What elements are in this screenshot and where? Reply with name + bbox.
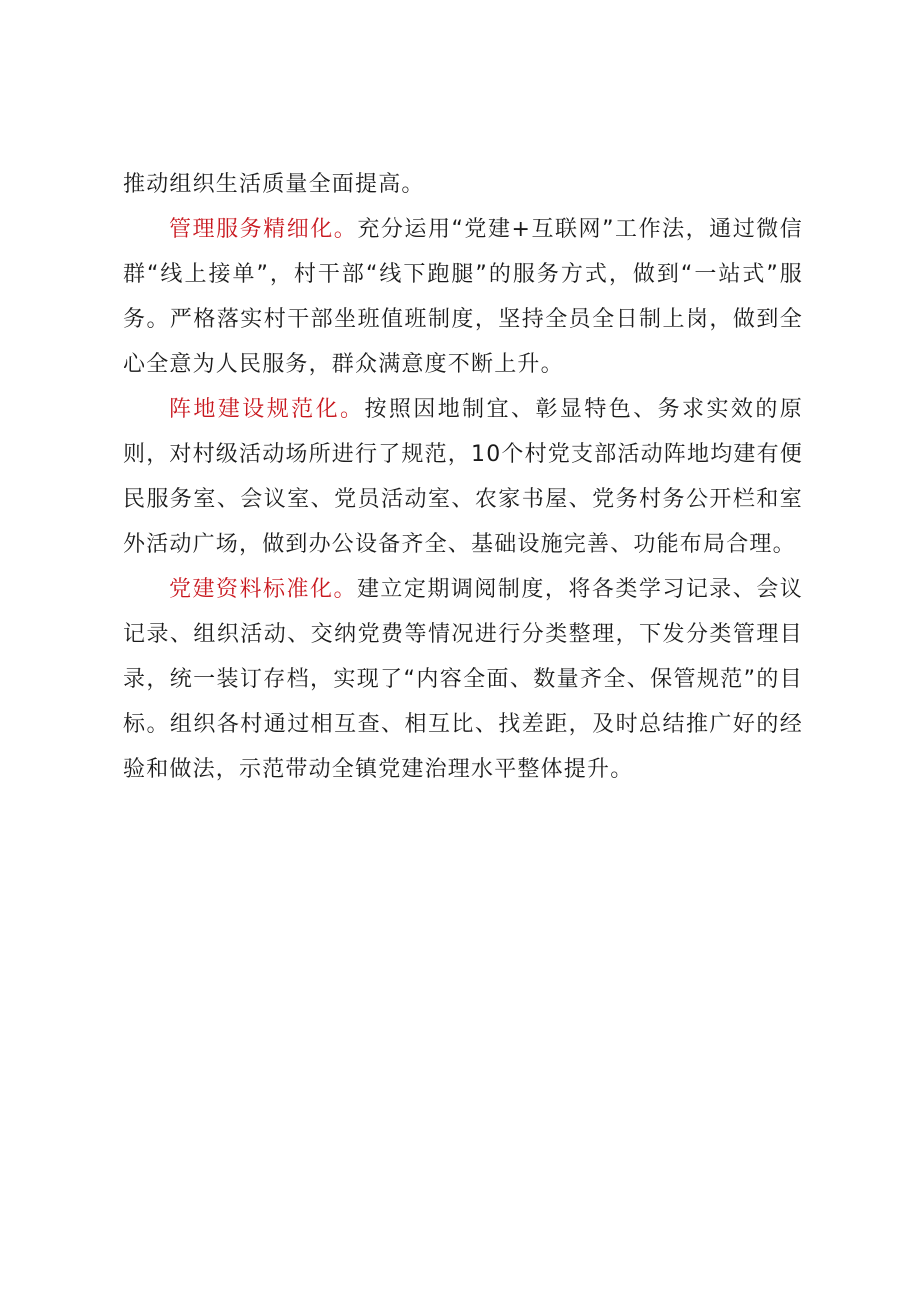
paragraph-text: 充分运用“党建+互联网”工作法，通过微信群“线上接单”，村干部“线下跑腿”的服务方式，做到“一站式”服务。严格落实村干部坐班值班制度，坚持全员全日制上岗，做到全心全意为人民服务，群众满意度不断上升。 (123, 217, 804, 377)
paragraph-service-refinement (123, 207, 803, 387)
paragraph-text: 推动组织生活质量全面提高。 (123, 172, 425, 197)
paragraph-records-standardization (123, 567, 803, 792)
paragraph-heading: 管理服务精细化。 (169, 217, 358, 242)
paragraph-text: 建立定期调阅制度，将各类学习记录、会议记录、组织活动、交纳党费等情况进行分类整理，下发分类管理目录，统一装订存档，实现了“内容全面、数量齐全、保管规范”的目标。组织各村通过相互查、相互比、找差距，及时总结推广好的经验和做法，示范带动全镇党建治理水平整体提升。 (123, 577, 803, 782)
paragraph-heading: 党建资料标准化。 (169, 577, 357, 602)
document-body (123, 162, 803, 792)
paragraph-venue-standardization (123, 387, 803, 567)
paragraph-heading: 阵地建设规范化。 (169, 397, 365, 422)
paragraph-continuation (123, 162, 803, 207)
paragraph-text: 按照因地制宜、彰显特色、务求实效的原则，对村级活动场所进行了规范，10个村党支部活动阵地均建有便民服务室、会议室、党员活动室、农家书屋、党务村务公开栏和室外活动广场，做到办公设备齐全、基础设施完善、功能布局合理。 (123, 397, 803, 557)
